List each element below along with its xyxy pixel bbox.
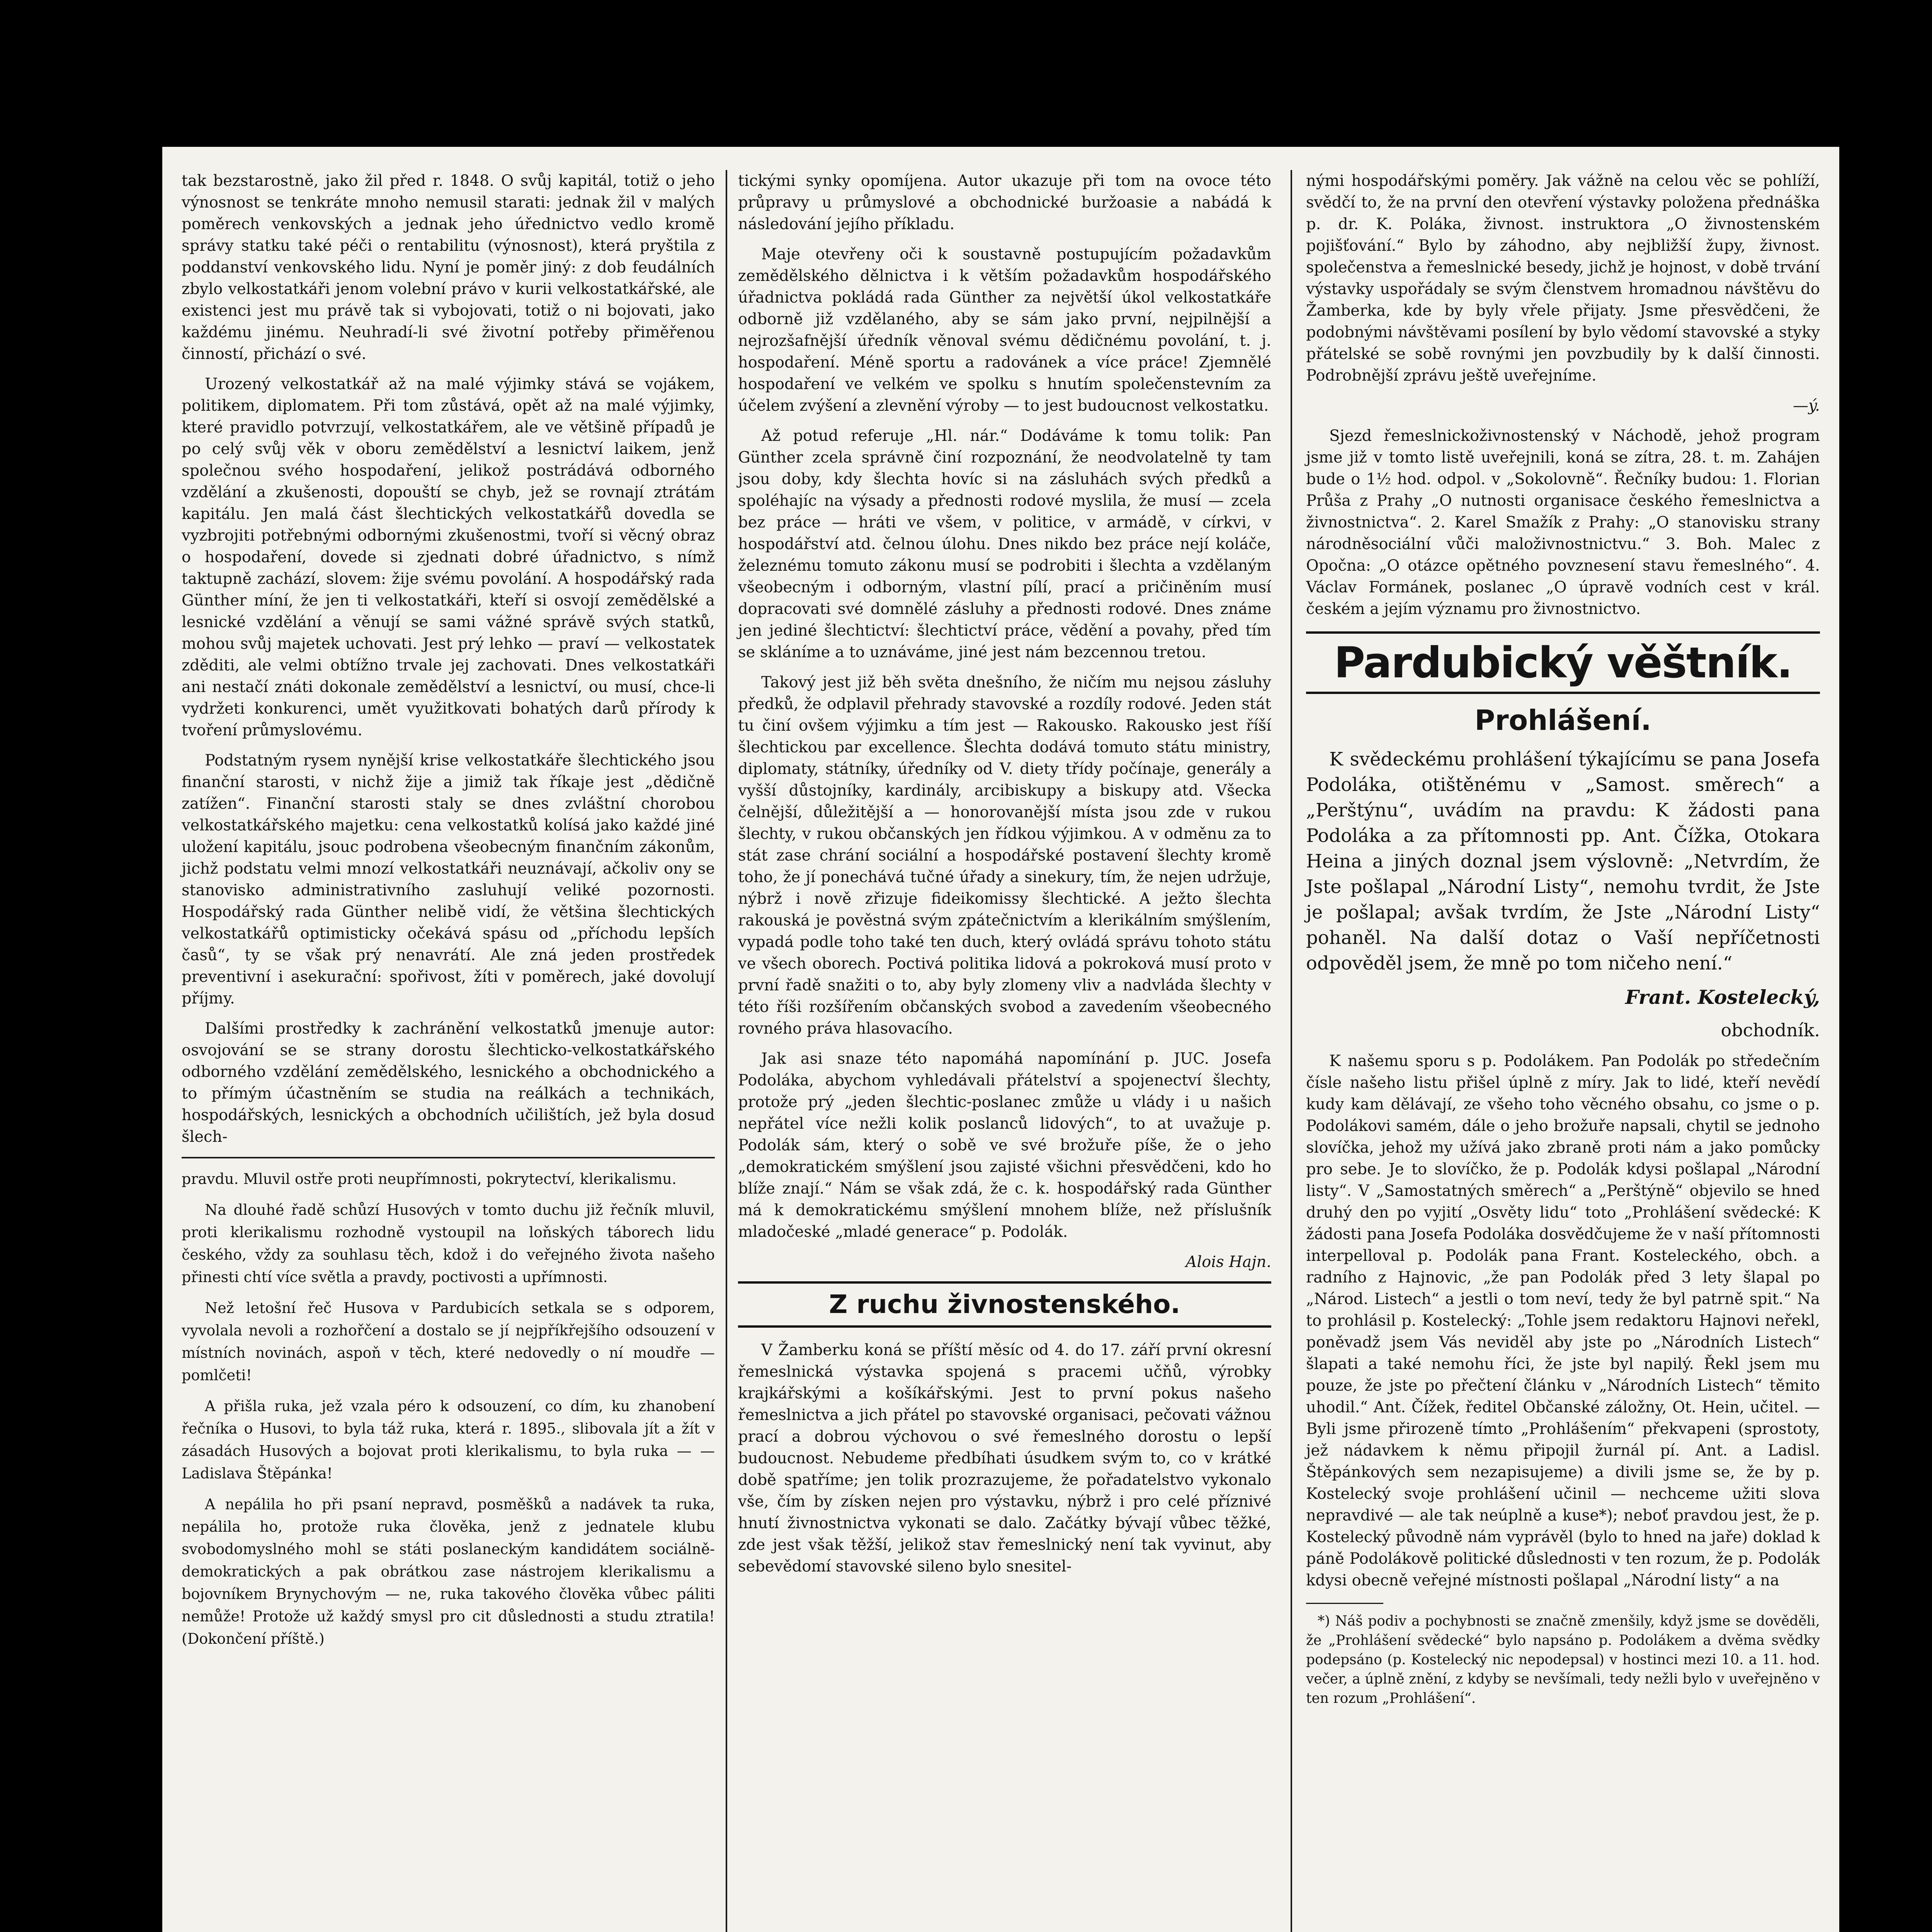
proclamation-signature: Frant. Kostelecký, <box>1625 986 1820 1009</box>
paragraph: tickými synky opomíjena. Autor ukazuje při tom na ovoce této průpravy u průmyslové a obchodnické buržoasie a nabádá k následování jejího příkladu. <box>738 172 1271 233</box>
proclamation-text: K svědeckému prohlášení týkajícímu se pana Josefa Podoláka, otištěnému v „Samost. směrech“ a „Perštýnu“, uvádím na pravdu: K žádosti pana Podoláka a za přítomnosti pp. Ant. Čížka, Otokara Heina a jiných doznal jsem výslovně: „Netvrdím, že Jste pošlapal „Národní Listy“, nemohu tvrdit, že Jste je pošlapal; avšak tvrdím, že Jste „Národní Listy“ pohaněl. Na další dotaz o Vaší nepříčetnosti odpověděl jsem, že mně po tom ničeho není.“ <box>1306 748 1820 974</box>
column-middle <box>738 170 1271 1586</box>
paragraph: Takový jest již běh světa dnešního, že ničím mu nejsou zásluhy předků, že odplavil přehrady stavovské a rozdíly rodové. Jeden stát tu činí ovšem výjimku a tím jest — Rakousko. Rakousko jest říší šlechtickou par excellence. Šlechta dodává tomuto státu ministry, diplomaty, státníky, úředníky od V. diety třídy počínaje, generály a vyšší důstojníky, kardinály, arcibiskupy a biskupy atd. Všecka čelnější, důležitější a — honorovanější místa jsou zde v rukou šlechty, v rukou občanských jen řídkou výjimkou. A v odměnu za to stát zase chrání sociální a hospodářské postavení šlechty kromě toho, že jí ponechává tučné úřady a sinekury, tím, že nejen udržuje, nýbrž i nově zřizuje fideikomissy šlechtické. A ježto šlechta rakouská je pověstná svým zpátečnictvím a klerikálním smýšlením, vypadá podle toho také ten duch, který ovládá správu tohoto státu ve všech oborech. Poctivá politika lidová a pokroková musí proto v první řadě snažiti o to, aby byly zlomeny vliv a nadvláda šlechty v této říši rozšířením občanských svobod a zavedením všeobecného rovného práva hlasovacího. <box>738 673 1271 1037</box>
paragraph: Maje otevřeny oči k soustavně postupujícím požadavkům zemědělského dělnictva i k větším požadavkům hospodářského úřadnictva pokládá rada Günther za největší úkol velkostatkáře odborně již vzdělaného, aby se sám jako první, nejpilnější a nejrozšafnější úředník věnoval svému dědičnému povolání, t. j. hospodaření. Méně sportu a radovánek a více práce! Zjemnělé hospodaření ve velkém ve spolku s hnutím společenstevním za účelem zvýšení a zlevnění výroby — to jest budoucnost velkostatku. <box>738 245 1271 415</box>
newspaper-page <box>162 147 1839 1932</box>
paragraph: Podstatným rysem nynější krise velkostatkáře šlechtického jsou finanční starosti, v nichž žije a jimiž tak říkaje jest „dědičně zatížen“. Finanční starosti staly se dnes zvláštní chorobou velkostatkářského majetku: cena velkostatků kolísá jako každé jiné uložení kapitálu, jsouc podrobena všeobecným finančním zákonům, jichž podstatu velmi mnozí velkostatkáři neuznávají, ačkoliv ony se stanovisko administrativního zasluhují veliké pozornosti. Hospodářský rada Günther nelibě vidí, že většina šlechtických velkostatkářů optimisticky očekává spásu od „příchodu lepších časů“, ty se však prý nenavrátí. Ale zná jeden prostředek preventivní i asekurační: spořivost, žíti v poměrech, jaké dovolují příjmy. <box>182 752 715 1007</box>
column-rule-2 <box>1291 170 1292 1932</box>
paragraph: Až potud referuje „Hl. nár.“ Dodáváme k tomu tolik: Pan Günther zcela správně činí rozpoznání, že neodvolatelně ty tam jsou doby, kdy šlechta hovíc si na zásluhách svých předků a spoléhajíc na výsady a přednosti rodové myslila, že musí — zcela bez práce — hráti ve všem, v politice, v armádě, v církvi, v hospodářství atd. čelnou úlohu. Dnes nikdo bez práce nejí koláče, železnému tomuto zákonu musí se podrobiti i šlechta a vzdělaným všeobecným i odborným, vlastní pílí, prací a pričiněním musí dopracovati své domnělé zásluhy a přednosti rodové. Dnes známe jen jediné šlechtictví: šlechtictví práce, vědění a povahy, před tím se skláníme a to uznáváme, jiné jest nám bezcennou tretou. <box>738 427 1271 661</box>
paragraph: tak bezstarostně, jako žil před r. 1848. O svůj kapitál, totiž o jeho výnosnost se tenkráte mnoho nemusil starati: jednak žil v malých poměrech venkovských a jednak jeho úřednictvo vedlo kromě správy statku také péči o rentabilitu (výnosnost), která pryštila z poddanství venkovského lidu. Nyní je poměr jiný: z dob feudálních zbylo velkostatkáři jenom volební právo v kurii velkostatkářské, ale existenci jest mu právě tak si vybojovati, totiž o ni bojovati, jako každému jinému. Neuhradí-li své životní potřeby přiměřenou činností, přichází o své. <box>182 172 715 363</box>
section-masthead: Pardubický věštník. <box>1306 631 1820 694</box>
paragraph: A nepálila ho při psaní nepravd, posměšků a nadávek ta ruka, nepálila ho, protože ruka člověka, jenž z jednatele klubu svobodomyslného mohl se státi poslaneckým kandidátem sociálně-demokratických a pak obrátkou zase nástrojem klerikalismu a bojovníkem Brynychovým — ne, ruka takového člověka vůbec páliti nemůže! Protože už každý smysl pro cit důslednosti a studu ztratila! (Dokončení příště.) <box>182 1496 715 1647</box>
paragraph: Jak asi snaze této napomáhá napomínání p. JUC. Josefa Podoláka, abychom vyhledávali přátelství a spojenectví šlechty, protože prý „jeden šlechtic-poslanec zmůže u vlády i u našich nepřátel více nežli kolik poslanců lidových“, to at uvažuje p. Podolák sám, který o sobě ve své brožuře píše, že o jeho „demokratickém smýšlení jsou zajisté všichni přesvědčeni, kdo ho blíže znají.“ Nám se však zdá, že c. k. hospodářský rada Günther má k demokratickému smýšlení mnohem blíže, než příslušník mladočeské „mladé generace“ p. Podolák. <box>738 1050 1271 1241</box>
paragraph: Sjezd řemeslnickoživnostenský v Náchodě, jehož program jsme již v tomto listě uveřejnili, koná se zítra, 28. t. m. Zahájen bude o 1½ hod. odpol. v „Sokolovně“. Řečníky budou: 1. Florian Průša z Prahy „O nutnosti organisace českého řemeslnictva a živnostnictva“. 2. Karel Smažík z Prahy: „O stanovisku strany národněsociální vůči maloživnostnictvu.“ 3. Boh. Malec z Opočna: „O otázce opětného povznesení stavu řemeslného“. 4. Václav Formánek, poslanec „O úpravě vodních cest v král. českém a jejím významu pro živnostnictvo. <box>1306 427 1820 618</box>
paragraph: pravdu. Mluvil ostře proti neupřímnosti, pokrytectví, klerikalismu. <box>182 1170 677 1187</box>
paragraph: V Žamberku koná se příští měsíc od 4. do 17. září první okresní řemeslnická výstavka spojená s pracemi učňů, výrobky krajkářskými a košíkářskými. Jest to první pokus našeho řemeslnictva a jich přátel po stavovské organisaci, pečovati vážnou prací a dobrou výchovou o své řemeslného dorostu o lepší budoucnost. Nebudeme předbíhati úsudkem svým to, co v krátké době spatříme; jen tolik prozrazujeme, že pořadatelstvo vykonalo vše, čím by získen nejen pro výstavku, nýbrž i pro celé příznivé hnutí živnostnictva vykonati se dalo. Začátky bývají vůbec těžké, zde jest však těžší, jelikož stav řemeslnický není tak vyvinut, aby sebevědomí stavovské sileno bylo snesitel- <box>738 1341 1271 1575</box>
paragraph: K našemu sporu s p. Podolákem. Pan Podolák po středečním čísle našeho listu přišel úplně z míry. Jak to lidé, kteří nevědí kudy kam dělávají, ze všeho toho věcného obsahu, co jsme o p. Podolákovi samém, dále o jeho brožuře napsali, chytil se jednoho slovíčka, jehož my užívá jako zbraně proti nám a jako pomůcky pro sebe. Je to slovíčko, že p. Podolák kdysi pošlapal „Národní listy“. V „Samostatných směrech“ a „Perštýně“ objevilo se hned druhý den po vyjití „Osvěty lidu“ toto „Prohlášení svědecké: K žádosti pana Josefa Podoláka dosvědčujeme že v naší přítomnosti interpelloval p. Podolák pana Frant. Kosteleckého, obch. a radního z Hajnovic, „že pan Podolák před 3 lety šlapal po „Národ. Listech“ a jestli o tom neví, tedy že byl patrně spit.“ Na to prohlásil p. Kostelecký: „Tohle jsem redaktoru Hajnovi neřekl, poněvadž jsem Vás neviděl aby jste po „Národních Listech“ šlapati a také nemohu říci, že jste byl napilý. Řekl jsem mu pouze, že jste po přečtení článku v „Národních Listech“ těmito uhodil.“ Ant. Čížek, ředitel Občanské záložny, Ot. Hein, učitel. — Byli jsme přirozeně tímto „Prohlášením“ překvapeni (sprostoty, jež nádavkem k němu připojil žurnál pí. Ant. a Ladisl. Štěpánkových sem nezapisujeme) a divili jsme se, že by p. Kostelecký svoje prohlášení učinil — nechceme užiti slova nepravdivé — ale tak neúplně a kuse*); neboť pravdou jest, že p. Kostelecký původně nám vyprávěl (bylo to hned na jaře) doklad k páně Podolákově politické důslednosti v ten rozum, že p. Podolák kdysi obecně veřejné místnosti pošlapal „Národní listy“ a na <box>1306 1052 1820 1589</box>
paragraph: Na dlouhé řadě schůzí Husových v tomto duchu již řečník mluvil, proti klerikalismu rozhodně vystoupil na loňských táborech lidu českého, vždy za souhlasu těch, kdož i do veřejného života našeho přinesti chtí více světla a pravdy, poctivosti a upřímnosti. <box>182 1201 715 1286</box>
column-right <box>1306 170 1820 1717</box>
proclamation-role: obchodník. <box>1721 1020 1820 1041</box>
paragraph: nými hospodářskými poměry. Jak vážně na celou věc se pohlíží, svědčí to, že na první den otevření výstavky položena přednáška p. dr. K. Poláka, živnost. instruktora „O živnostenském pojišťování.“ Bylo by záhodno, aby nejbližší župy, živnost. společenstva a řemeslnické besedy, jichž je hojnost, v době trvání výstavky uspořádaly se svým členstvem hromadnou návštěvu do Žamberka, kde by byly vřele přijaty. Jsme přesvědčeni, že podobnými návštěvami posílení by bylo vědomí stavovské a styky přátelské se sobě rovnými jen povzbudily by k další činnosti. Podrobnější zprávu ještě uveřejníme. <box>1306 172 1820 384</box>
section-divider <box>182 1157 715 1158</box>
article-signature: Alois Hajn. <box>1185 1253 1271 1271</box>
footnote-divider <box>1306 1603 1383 1604</box>
paragraph: Urozený velkostatkář až na malé výjimky stává se vojákem, politikem, diplomatem. Při tom zůstává, opět až na malé výjimky, které pravidlo potvrzují, velkostatkářem, ale ve většině případů je po celý svůj věk v oboru zemědělství a lesnictví laikem, jenž společnou svého hospodaření, jelikož postrádává odborného vzdělání a zkušenosti, dopouští se chyb, jež se rovnají ztrátám kapitálu. Jen malá část šlechtických velkostatkářů dovedla se vyzbrojiti potřebnými odbornými zkušenostmi, tvoří si věcný obraz o hospodaření, dovede si zjednati dobré úřadnictvo, s nímž taktupně zachází, slovem: žije svému povolání. A hospodářský rada Günther míní, že jen ti velkostatkáři, kteří si osvojí zemědělské a lesnické vzdělání a věnují se sami vážné správě svých statků, mohou svůj majetek uchovati. Jest prý lehko — praví — velkostatek zděditi, ale velmi obtížno trvale jej zachovati. Dnes velkostatkáři ani nestačí znáti dokonale zemědělství a lesnictví, ou musí, chce-li vydržeti konkurenci, umět využitkovati bohatých darů přírody k tvoření průmyslovému. <box>182 375 715 739</box>
paragraph: Dalšími prostředky k zachránění velkostatků jmenuje autor: osvojování se se strany dorostu šlechticko-velkostatkářského odborného vzdělání zemědělského, lesnického a obchodnického a to přímým účastněním se studia na reálkách a technikách, hospodářských, lesnických a obchodních učilištích, jež byla dosud šlech- <box>182 1020 715 1146</box>
article-title: Prohlášení. <box>1475 704 1651 736</box>
paragraph: Než letošní řeč Husova v Pardubicích setkala se s odporem, vyvolala nevoli a rozhořčení a dostalo se jí nejpříkřejšího odsouzení v místních novinách, aspoň v těch, které nedovedly o ní moudře — pomlčeti! <box>182 1299 715 1384</box>
column-rule-1 <box>726 170 727 1932</box>
footnote: *) Náš podiv a pochybnosti se značně zmenšily, když jsme se dověděli, že „Prohlášení svědecké“ bylo napsáno p. Podolákem a dvěma svědky podepsáno (p. Kostelecký nic nepodepsal) v hostinci mezi 10. a 11. hod. večer, a úplně znění, z kdyby se nevšímali, tedy nežli bylo v uveřejněno v ten rozum „Prohlášení“. <box>1306 1613 1820 1706</box>
section-heading: Z ruchu živnostenského. <box>738 1281 1271 1328</box>
article-signature: —ý. <box>1793 397 1820 415</box>
column-left <box>182 170 715 1658</box>
paragraph: A přišla ruka, jež vzala péro k odsouzení, co dím, ku zhanobení řečníka o Husovi, to byla táž ruka, která r. 1895., slibovala jít a žít v zásadách Husových a bojovat proti klerikalismu, to byla ruka — — Ladislava Štěpánka! <box>182 1398 715 1482</box>
